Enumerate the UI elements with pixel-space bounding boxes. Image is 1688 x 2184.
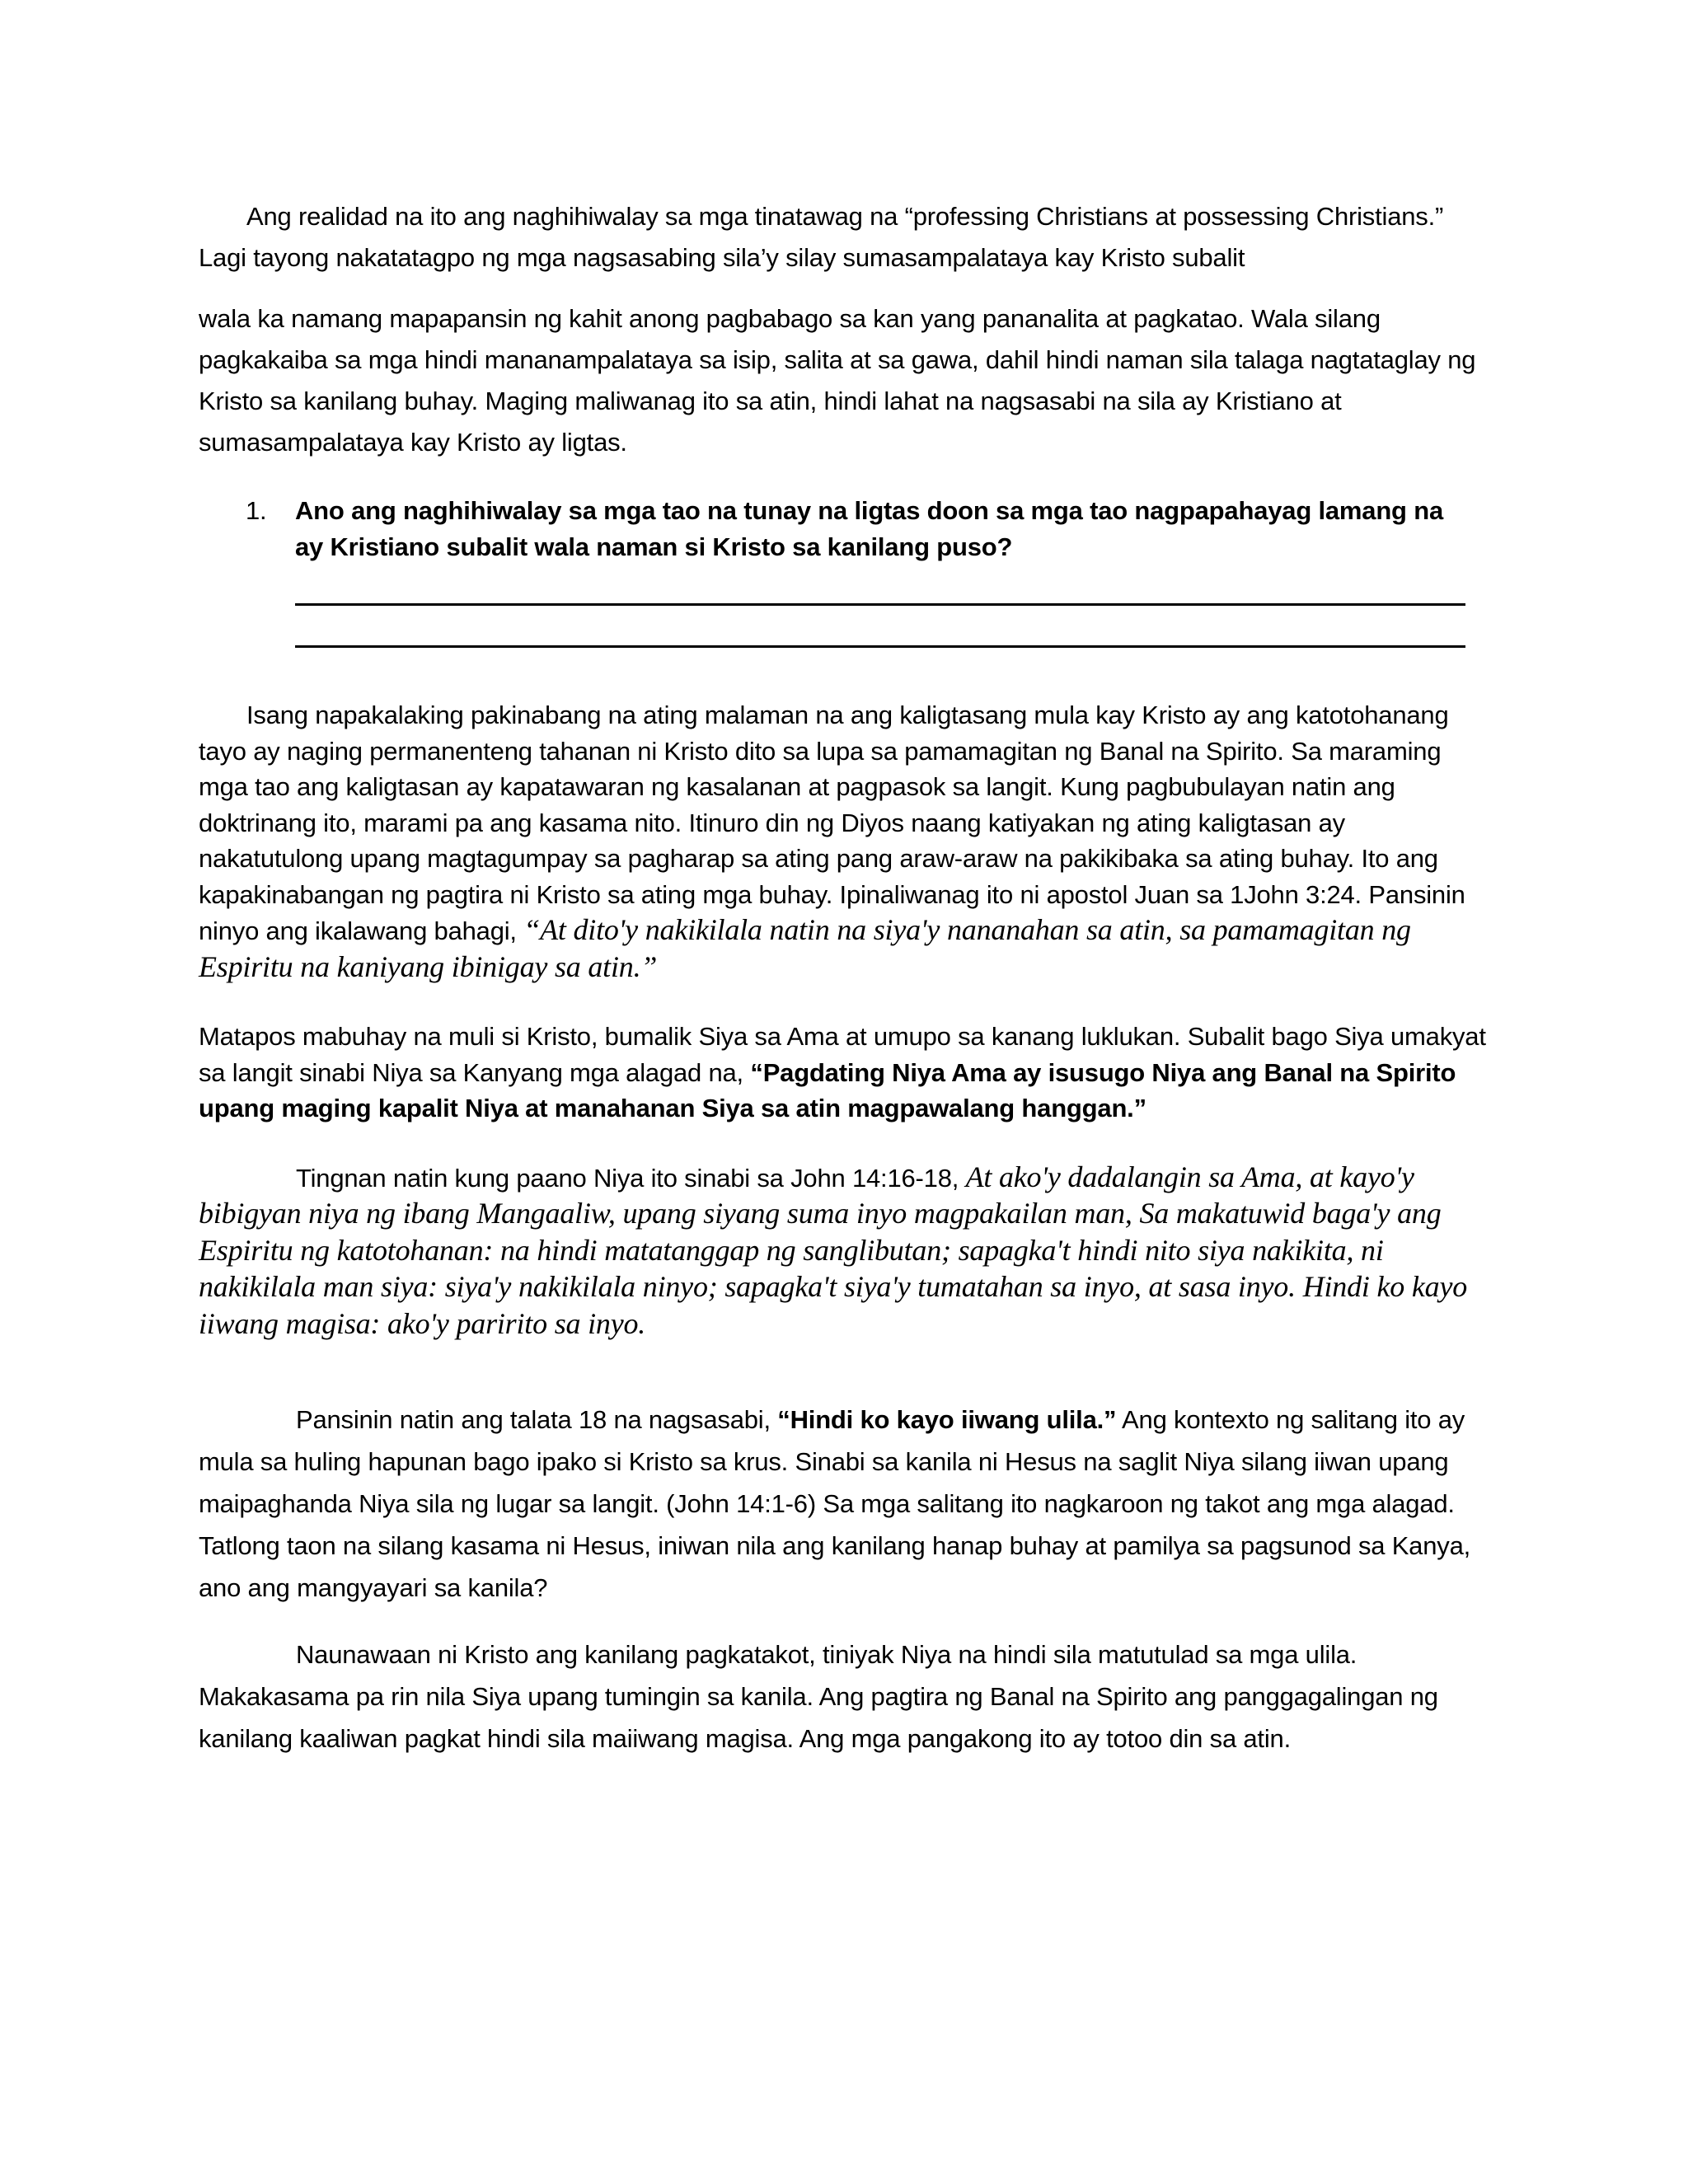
paragraph-verse18-bold: “Hindi ko kayo iiwang ulila.”: [777, 1405, 1117, 1434]
question-block: [246, 493, 1465, 648]
paragraph-ascension-text: Matapos mabuhay na muli si Kristo, bumalik Siya sa Ama at umupo sa kanang luklukan. Subalit bago Siya umakyat sa langit sinabi Niya sa Kanyang mga alagad na,: [199, 1022, 1486, 1087]
document-body: [199, 196, 1493, 1760]
answer-line-1[interactable]: [295, 603, 1465, 606]
paragraph-intro: Ang realidad na ito ang naghihiwalay sa mga tinatawag na “professing Christians at possessing Christians.” Lagi tayong nakatatagpo ng mga nagsasabing sila’y silay sumasampalataya kay Kristo subalit: [199, 202, 1444, 272]
answer-line-2[interactable]: [295, 645, 1465, 648]
paragraph-verse18-rest: Ang kontexto ng salitang ito ay mula sa huling hapunan bago ipako si Kristo sa krus. Sinabi sa kanila ni Hesus na saglit Niya silang iiwan upang maipaghanda Niya sila ng lugar sa langit. (John 14:1-6) Sa mga salitang ito nagkaroon ng takot ang mga alagad. Tatlong taon na silang kasama ni Hesus, iniwan nila ang kanilang hanap buhay at pamilya sa pagsunod sa Kanya, ano ang mangyayari sa kanila?: [199, 1405, 1471, 1602]
paragraph-verse18-text: Pansinin natin ang talata 18 na nagsasabi,: [296, 1405, 778, 1434]
paragraph-ascension-bold: “Pagdating Niya Ama ay isusugo Niya ang Banal na Spirito upang maging kapalit Niya at manahanan Siya sa atin magpawalang hanggan.”: [199, 1057, 1456, 1122]
paragraph-conclusion: Naunawaan ni Kristo ang kanilang pagkatakot, tiniyak Niya na hindi sila matutulad sa mga ulila. Makakasama pa rin nila Siya upang tumingin sa kanila. Ang pagtira ng Banal na Spirito ang panggagalingan ng kanilang kaaliwan pagkat hindi sila maiiwang magisa. Ang mga pangakong ito ay totoo din sa atin.: [199, 1640, 1438, 1753]
paragraph-john14: [199, 1160, 1493, 1343]
paragraph-verse18: [199, 1399, 1493, 1609]
scripture-quote-john14: At ako'y dadalangin sa Ama, at kayo'y bibigyan niya ng ibang Mangaaliw, upang siyang suma inyo magpakailan man, Sa makatuwid baga'y ang Espiritu ng katotohanan: na hindi matatanggap ng sanglibutan; sapagka't hindi nito siya nakikita, ni nakikilala man siya: siya'y nakikilala ninyo; sapagka't siya'y tumatahan sa inyo, at sasa inyo. Hindi ko kayo iiwang magisa: ako'y paririto sa inyo.: [199, 1160, 1468, 1340]
scripture-quote-1john: “At dito'y nakikilala natin na siya'y nananahan sa atin, sa pamamagitan ng Espiritu na kaniyang ibinigay sa atin.”: [199, 913, 1411, 983]
paragraph-john14-text: Tingnan natin kung paano Niya ito sinabi sa John 14:16-18,: [296, 1163, 966, 1193]
paragraph-benefit: [199, 697, 1493, 986]
question-text: Ano ang naghihiwalay sa mga tao na tunay na ligtas doon sa mga tao nagpapahayag lamang na ay Kristiano subalit wala naman si Kristo sa kanilang puso?: [295, 496, 1443, 561]
paragraph-benefit-text: Isang napakalaking pakinabang na ating malaman na ang kaligtasang mula kay Kristo ay ang katotohanang tayo ay naging permanenteng tahanan ni Kristo dito sa lupa sa pamamagitan ng Banal na Spirito. Sa maraming mga tao ang kaligtasan ay kapatawaran ng kasalanan at pagpasok sa langit. Kung pagbubulayan natin ang doktrinang ito, marami pa ang kasama nito. Itinuro din ng Diyos naang katiyakan ng ating kaligtasan ay nakatutulong upang magtagumpay sa pagharap sa ating pang araw-araw na pakikibaka sa ating buhay. Ito ang kapakinabangan ng pagtira ni Kristo sa ating mga buhay. Ipinaliwanag ito ni apostol Juan sa 1John 3:24. Pansinin ninyo ang ikalawang bahagi,: [199, 701, 1465, 945]
paragraph-continuation: wala ka namang mapapansin ng kahit anong pagbabago sa kan yang pananalita at pagkatao. Wala silang pagkakaiba sa mga hindi mananampalataya sa isip, salita at sa gawa, dahil hindi naman sila talaga nagtataglay ng Kristo sa kanilang buhay. Maging maliwanag ito sa atin, hindi lahat na nagsasabi na sila ay Kristiano at sumasampalataya kay Kristo ay ligtas.: [199, 304, 1476, 457]
question-number: 1.: [246, 496, 267, 525]
paragraph-ascension: [199, 1019, 1493, 1127]
